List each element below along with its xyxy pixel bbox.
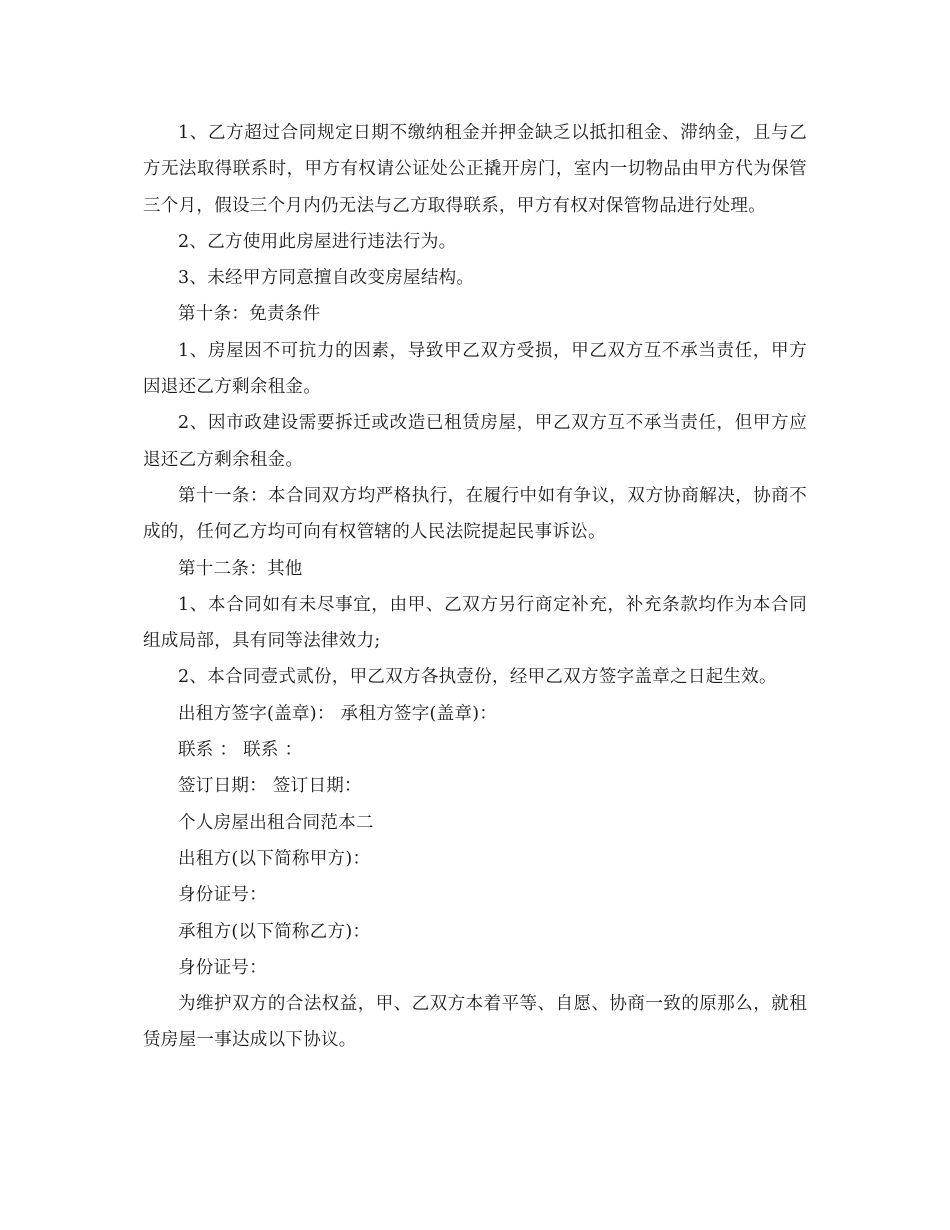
- lessee-id-line: 身份证号：: [178, 957, 267, 978]
- lessor-id-line: 身份证号：: [178, 885, 267, 906]
- contact-line: 联系 ： 联系 ：: [178, 740, 303, 761]
- paragraph-article-11: 第十一条：本合同双方均严格执行，在履行中如有争议，双方协商解决，协商不成的，任何乙方均可向有权管辖的人民法院提起民事诉讼。: [143, 485, 807, 543]
- document-body: [143, 115, 807, 1059]
- lessee-line: 承租方(以下简称乙方)：: [178, 921, 371, 942]
- paragraph-exemption-2: 2、因市政建设需要拆迁或改造已租赁房屋，甲乙双方互不承当责任，但甲方应退还乙方剩余租金。: [143, 413, 807, 470]
- date-line: 签订日期： 签订日期：: [178, 776, 362, 797]
- signature-line: 出租方签字(盖章)： 承租方签字(盖章)：: [178, 703, 498, 724]
- paragraph-exemption-1: 1、房屋因不可抗力的因素，导致甲乙双方受损，甲乙双方互不承当责任，甲方因退还乙方剩余租金。: [143, 340, 807, 398]
- paragraph-breach-clause-2: 2、乙方使用此房屋进行违法行为。: [178, 231, 457, 252]
- heading-article-10: 第十条：免责条件: [178, 304, 321, 325]
- paragraph-other-2: 2、本合同壹式贰份，甲乙双方各执壹份，经甲乙双方签字盖章之日起生效。: [178, 667, 777, 688]
- paragraph-breach-clause-1: 1、乙方超过合同规定日期不缴纳租金并押金缺乏以抵扣租金、滞纳金，且与乙方无法取得联系时，甲方有权请公证处公正撬开房门，室内一切物品由甲方代为保管三个月，假设三个月内仍无法与乙方取得联系，甲方有权对保管物品进行处理。: [143, 123, 807, 216]
- paragraph-breach-clause-3: 3、未经甲方同意擅自改变房屋结构。: [178, 268, 475, 289]
- heading-article-12: 第十二条：其他: [178, 558, 303, 579]
- paragraph-other-1: 1、本合同如有未尽事宜，由甲、乙双方另行商定补充，补充条款均作为本合同组成局部，具有同等法律效力;: [143, 594, 807, 652]
- lessor-line: 出租方(以下简称甲方)：: [178, 848, 371, 869]
- template-two-title: 个人房屋出租合同范本二: [178, 812, 374, 833]
- paragraph-agreement-intro: 为维护双方的合法权益，甲、乙双方本着平等、自愿、协商一致的原那么，就租赁房屋一事达成以下协议。: [143, 994, 807, 1051]
